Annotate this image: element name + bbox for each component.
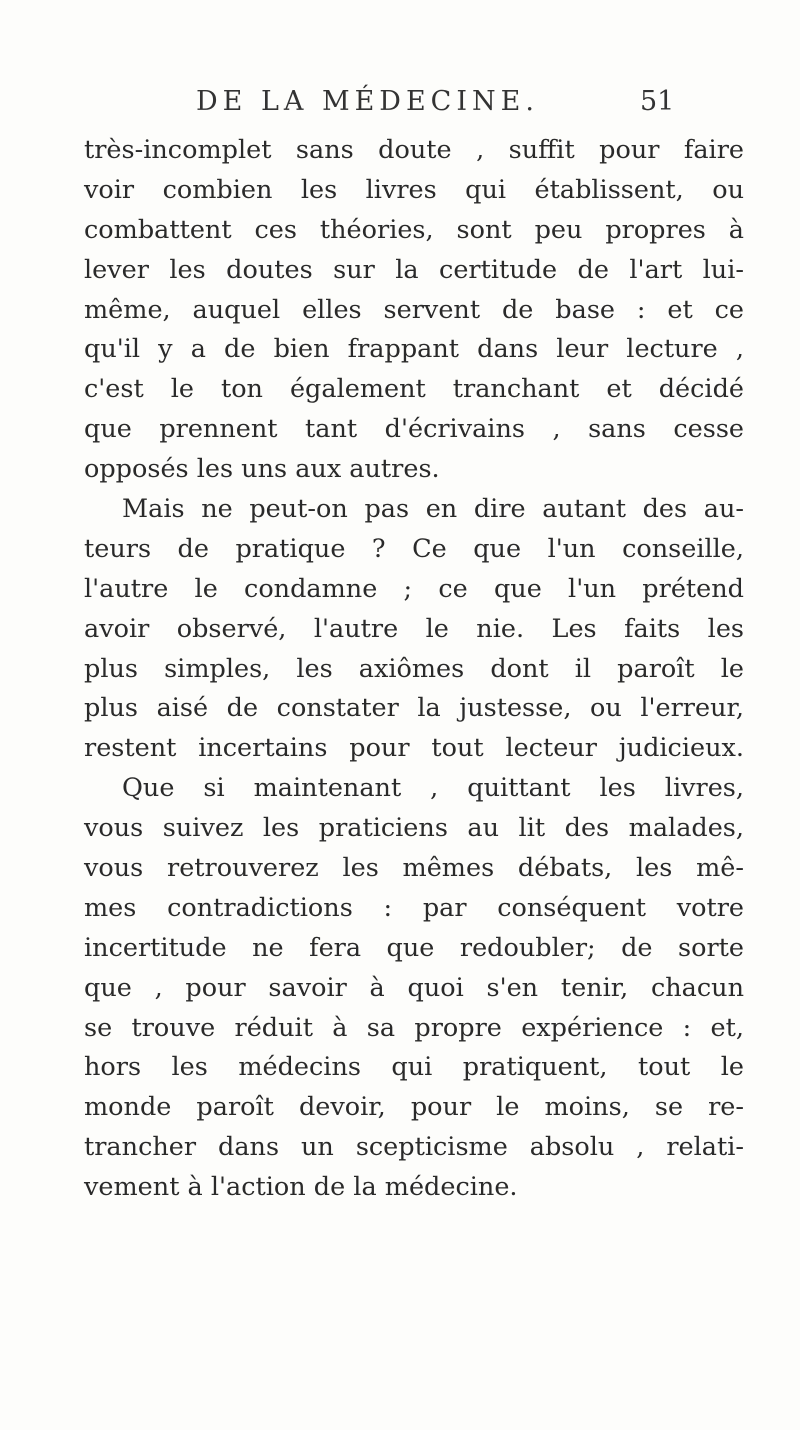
paragraph-start-line: Que si maintenant , quittant les livres, [122,773,744,804]
text-line: c'est le ton également tranchant et décidé [84,374,744,405]
text-line: restent incertains pour tout lecteur judicieux. [84,733,744,764]
text-line: mes contradictions : par conséquent votre [84,892,744,923]
text-line: voir combien les livres qui établissent, ou [84,174,744,205]
page-number: 51 [640,86,675,117]
text-line: plus simples, les axiômes dont il paroît le [84,653,744,684]
text-line: lever les doutes sur la certitude de l'art lui- [84,254,744,285]
text-line: vous suivez les praticiens au lit des malades, [84,813,744,844]
text-line: même, auquel elles servent de base : et ce [84,294,744,325]
text-line: monde paroît devoir, pour le moins, se re- [84,1092,744,1123]
text-line: teurs de pratique ? Ce que l'un conseille, [84,533,744,564]
text-line: vement à l'action de la médecine. [84,1172,518,1203]
text-line: avoir observé, l'autre le nie. Les faits les [84,613,744,644]
body-text [84,131,744,1208]
text-line: l'autre le condamne ; ce que l'un prétend [84,573,744,604]
text-line: opposés les uns aux autres. [84,454,440,485]
text-line: trancher dans un scepticisme absolu , relati- [84,1132,744,1163]
text-line: que prennent tant d'écrivains , sans cesse [84,414,744,445]
text-line: hors les médecins qui pratiquent, tout le [84,1052,744,1083]
paragraph-start-line: Mais ne peut-on pas en dire autant des au- [122,494,744,525]
text-line: qu'il y a de bien frappant dans leur lecture , [84,334,744,365]
text-line: incertitude ne fera que redoubler; de sorte [84,932,744,963]
text-line: très-incomplet sans doute , suffit pour faire [84,135,744,165]
running-title: DE LA MÉDECINE. [196,86,539,117]
text-line: que , pour savoir à quoi s'en tenir, chacun [84,972,744,1003]
text-line: vous retrouverez les mêmes débats, les mê- [84,853,744,884]
text-line: combattent ces théories, sont peu propres à [84,214,744,245]
text-line: plus aisé de constater la justesse, ou l'erreur, [84,693,744,724]
text-line: se trouve réduit à sa propre expérience : et, [84,1012,744,1043]
